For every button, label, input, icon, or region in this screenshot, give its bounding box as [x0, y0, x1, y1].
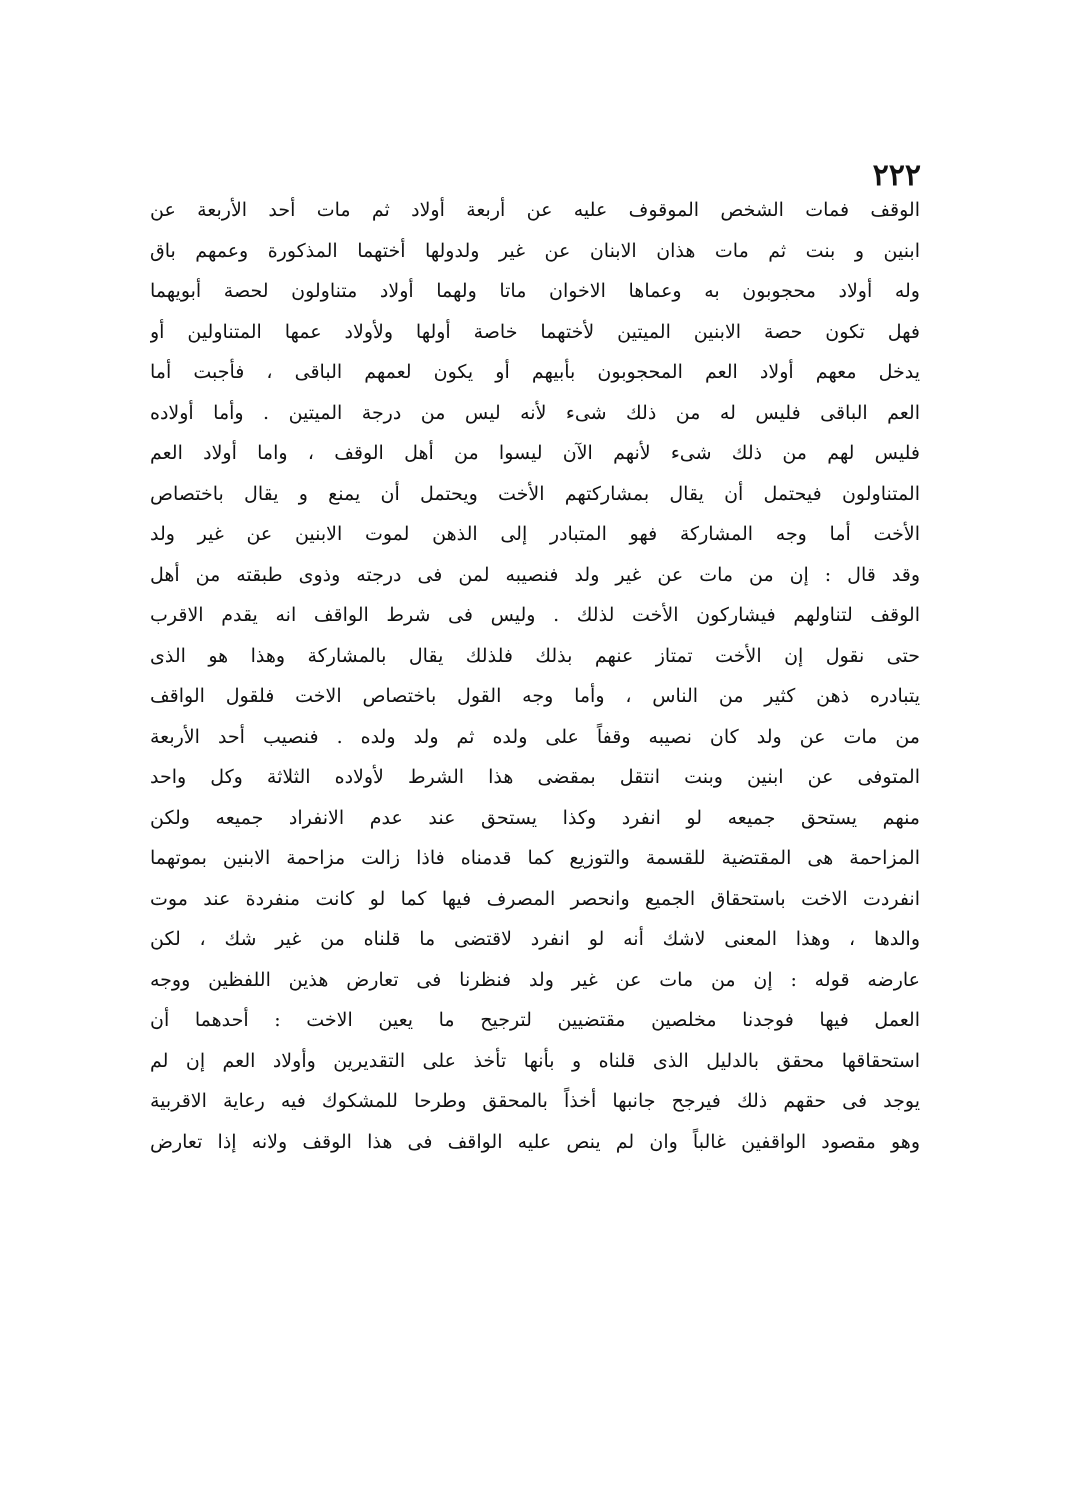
page-number: ٢٢٢: [872, 158, 921, 193]
text-line: عارضه قوله : إن من مات عن غير ولد فنظرنا فى تعارض هذين اللفظين ووجه: [150, 968, 920, 991]
text-line: يدخل معهم أولاد العم المحجوبون بأبيهم أو يكون لعمهم الباقى ، فأجبت أما: [150, 361, 920, 383]
text-line: حتى نقول إن الأخت تمتاز عنهم بذلك فلذلك يقال بالمشاركة وهذا هو الذى: [150, 644, 920, 667]
text-line: الأخت أما وجه المشاركة فهو المتبادر إلى الذهن لموت الابنين عن غير ولد: [150, 523, 920, 545]
text-line: المزاحمة هى المقتضية للقسمة والتوزيع كما قدمناه فاذا زالت مزاحمة الابنين بموتهما: [150, 847, 920, 869]
text-line: وهو مقصود الواقفين غالباً وان لم ينص عليه الواقف فى هذا الوقف ولانه إذا تعارض: [150, 1130, 920, 1153]
text-line: يوجد فى حقهم ذلك فيرجح جانبها أخذاً بالمحقق وطرحا للمشكوك فيه رعاية الاقربية: [150, 1090, 920, 1112]
text-line: العم الباقى فليس له من ذلك شىء لأنه ليس من درجة الميتين . وأما أولاده: [150, 401, 920, 424]
text-line: العمل فيها فوجدنا مخلصين مقتضيين لترجيح ما يعين الاخت : أحدهما أن: [150, 1009, 920, 1031]
text-line: من مات عن ولد كان نصيبه وقفاً على ولده ثم ولد ولده . فنصيب أحد الأربعة: [150, 725, 920, 748]
text-line: وقد قال : إن من مات عن غير ولد فنصيبه لمن فى درجته وذوى طبقته من أهل: [150, 563, 920, 586]
text-line: وله أولاد محجوبون به وعماها الاخوان ماتا ولهما أولاد متناولون لحصة أبويهما: [150, 280, 920, 302]
text-line: المتناولون فيحتمل أن يقال بمشاركتهم الأخت ويحتمل أن يمنع و يقال باختصاص: [150, 482, 920, 505]
text-line: الوقف فمات الشخص الموقوف عليه عن أربعة أولاد ثم مات أحد الأربعة عن: [150, 199, 920, 221]
text-line: انفردت الاخت باستحقاق الجميع وانحصر المصرف فيها كما لو كانت منفردة عند موت: [150, 887, 920, 910]
text-line: المتوفى عن ابنين وبنت انتقل بمقضى هذا الشرط لأولاده الثلاثة وكل واحد: [150, 766, 920, 788]
text-line: الوقف لتناولهم فيشاركون الأخت لذلك . وليس فى شرط الواقف انه يقدم الاقرب: [150, 604, 920, 626]
text-line: فليس لهم من ذلك شىء لأنهم الآن ليسوا من أهل الوقف ، واما أولاد العم: [150, 442, 920, 464]
text-line: ابنين و بنت ثم مات هذان الابنان عن غير ولدولها أختهما المذكورة وعمهم باق: [150, 239, 920, 262]
text-line: فهل تكون حصة الابنين الميتين لأختهما خاصة أولها ولأولاد عمها المتناولين أو: [150, 320, 920, 343]
body-text: [150, 190, 920, 1162]
text-line: والدها ، وهذا المعنى لاشك أنه لو انفرد لاقتضى ما قلناه من غير شك ، لكن: [150, 928, 920, 950]
text-line: منهم يستحق جميعه لو انفرد وكذا يستحق عند عدم الانفراد جميعه ولكن: [150, 806, 920, 829]
text-line: يتبادره ذهن كثير من الناس ، وأما وجه القول باختصاص الاخت فلقول الواقف: [150, 685, 920, 707]
text-line: استحقاقها محقق بالدليل الذى قلناه و بأنها تأخذ على التقديرين وأولاد العم إن لم: [150, 1049, 920, 1072]
